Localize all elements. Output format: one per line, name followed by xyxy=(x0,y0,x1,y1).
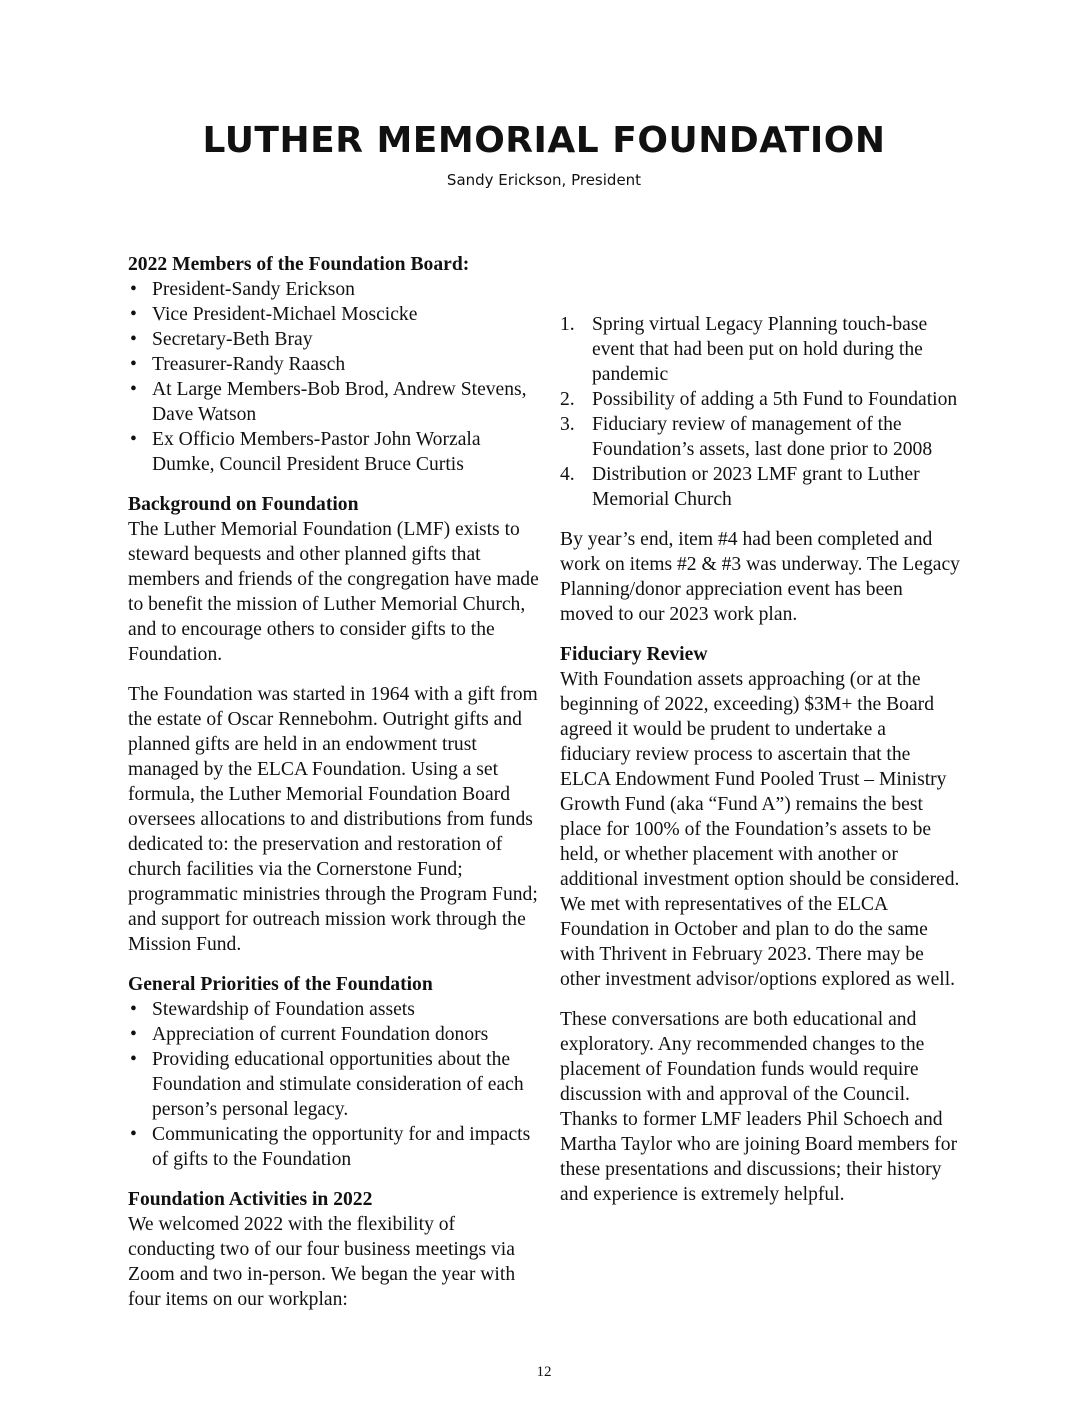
activities-outro: By year’s end, item #4 had been completed and work on items #2 & #3 was underway. The Legacy Planning/donor appreciation event has been moved to our 2023 work plan. xyxy=(560,529,960,625)
list-item: • Providing educational opportunities about the Foundation and stimulate consideration of each person’s personal legacy. xyxy=(128,1047,540,1122)
list-item xyxy=(560,387,960,412)
list-item: • Appreciation of current Foundation donors xyxy=(128,1022,540,1047)
list-item: • President-Sandy Erickson xyxy=(128,277,540,302)
fiduciary-paragraph: With Foundation assets approaching (or at the beginning of 2022, exceeding) $3M+ the Board agreed it would be prudent to undertake a fiduciary review process to ascertain that the ELCA Endowment Fund Pooled Trust – Ministry Growth Fund (aka “Fund A”) remains the best place for 100% of the Foundation’s assets to be held, or whether placement with another or additional investment option should be considered. We met with representatives of the ELCA Foundation in October and plan to do the same with Thrivent in February 2023. There may be other investment advisor/options explored as well. xyxy=(560,669,960,990)
background-paragraph: The Luther Memorial Foundation (LMF) exists to steward bequests and other planned gifts that members and friends of the congregation have made to benefit the mission of Luther Memorial Church, and to encourage others to consider gifts to the Foundation. xyxy=(128,519,539,665)
list-item: • Treasurer-Randy Raasch xyxy=(128,352,540,377)
list-item: • Communicating the opportunity for and impacts of gifts to the Foundation xyxy=(128,1122,540,1172)
list-item-text: Distribution or 2023 LMF grant to Luther Memorial Church xyxy=(592,464,920,510)
fiduciary-paragraph: These conversations are both educational and exploratory. Any recommended changes to the placement of Foundation funds would require discussion with and approval of the Council. Thanks to former LMF leaders Phil Schoech and Martha Taylor who are joining Board members for these presentations and discussions; their history and experience is extremely helpful. xyxy=(560,1009,958,1205)
list-item xyxy=(560,412,960,462)
list-item: • At Large Members-Bob Brod, Andrew Stevens, Dave Watson xyxy=(128,377,540,427)
activities-heading: Foundation Activities in 2022 xyxy=(128,1189,373,1210)
priorities-list xyxy=(128,997,540,1172)
page-number: 12 xyxy=(536,1364,552,1380)
list-item xyxy=(560,312,960,387)
list-number: 1. xyxy=(560,314,575,335)
background-paragraph: The Foundation was started in 1964 with a gift from the estate of Oscar Rennebohm. Outright gifts and planned gifts are held in an endowment trust managed by the ELCA Foundation. Using a set formula, the Luther Memorial Foundation Board oversees allocations to and distributions from funds dedicated to: the preservation and restoration of church facilities via the Cornerstone Fund; programmatic ministries through the Program Fund; and support for outreach mission work through the Mission Fund. xyxy=(128,684,538,955)
background-heading: Background on Foundation xyxy=(128,494,359,515)
right-column xyxy=(560,252,960,1222)
board-list xyxy=(128,277,540,477)
list-item: • Stewardship of Foundation assets xyxy=(128,997,540,1022)
list-number: 2. xyxy=(560,389,575,410)
list-number: 4. xyxy=(560,464,575,485)
list-item xyxy=(560,462,960,512)
activities-intro: We welcomed 2022 with the flexibility of conducting two of our four business meetings via Zoom and two in-person. We began the year with four items on our workplan: xyxy=(128,1214,516,1310)
list-item-text: Fiduciary review of management of the Foundation’s assets, last done prior to 2008 xyxy=(592,414,933,460)
list-item: • Secretary-Beth Bray xyxy=(128,327,540,352)
list-item-text: Possibility of adding a 5th Fund to Foundation xyxy=(592,389,958,410)
page-title: LUTHER MEMORIAL FOUNDATION xyxy=(202,120,886,161)
workplan-list xyxy=(560,312,960,512)
page-subtitle: Sandy Erickson, President xyxy=(446,171,642,189)
list-item-text: Spring virtual Legacy Planning touch-base event that had been put on hold during the pandemic xyxy=(592,314,928,385)
list-item: • Ex Officio Members-Pastor John Worzala Dumke, Council President Bruce Curtis xyxy=(128,427,540,477)
list-item: • Vice President-Michael Moscicke xyxy=(128,302,540,327)
fiduciary-heading: Fiduciary Review xyxy=(560,644,708,665)
board-heading: 2022 Members of the Foundation Board: xyxy=(128,254,470,275)
left-column xyxy=(128,252,540,1312)
list-number: 3. xyxy=(560,414,575,435)
priorities-heading: General Priorities of the Foundation xyxy=(128,974,433,995)
